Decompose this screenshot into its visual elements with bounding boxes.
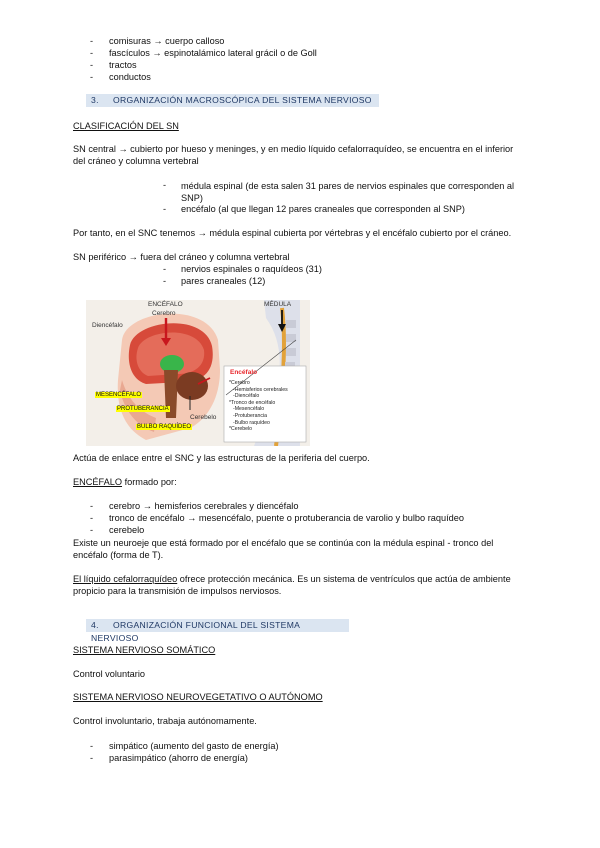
label-medula: MÉDULA [264,301,292,308]
encefalo-rest: formado por: [122,477,177,487]
autonomo-text: Control involuntario, trabaja autónomamente. [73,716,257,726]
bullet-dash: - [163,180,167,190]
section-number: 4. [91,620,99,630]
label-mesencefalo: MESENCÉFALO [96,392,142,398]
sn-central-paragraph: SN central → cubierto por hueso y meninges, y en medio líquido cefalorraquídeo, se encuentra en el inferior del cráneo y columna vertebral [73,144,514,166]
box-line: *Tronco de encéfalo [229,399,276,406]
section-number: 3. [91,95,99,105]
label-bulbo: BULBO RAQUÍDEO [137,424,192,430]
list-item: parasimpático (ahorro de energía) [109,753,248,763]
list-item: tractos [109,60,137,70]
list-item: cerebelo [109,525,145,535]
section-title: ORGANIZACIÓN MACROSCÓPICA DEL SISTEMA NERVIOSO [113,95,372,105]
bullet-dash: - [163,264,167,274]
clasificacion-heading: CLASIFICACIÓN DEL SN [73,121,179,131]
autonomo-heading: SISTEMA NERVIOSO NEUROVEGETATIVO O AUTÓNOMO [73,692,323,702]
liquido-rest: ofrece protección mecánica. Es un sistema de ventrículos que actúa de ambiente propicio para la transmisión de impulsos nerviosos. [73,574,511,596]
list-item: fascículos → espinotalámico lateral grácil o de Goll [109,48,317,58]
somatico-text: Control voluntario [73,669,146,679]
list-item: encéfalo (al que llegan 12 pares craneales que corresponden al SNP) [181,204,465,214]
bullet-dash: - [90,525,94,535]
bullet-dash: - [90,513,94,523]
box-line: *Cerebro [229,380,250,386]
list-item: médula espinal (de esta salen 31 pares de nervios espinales que corresponden al SNP) [181,181,515,203]
sn-periferico-paragraph: SN periférico → fuera del cráneo y columna vertebral [73,252,290,262]
bullet-dash: - [90,72,94,82]
cerebellum-shape [176,372,208,400]
box-line: -Diencéfalo [233,393,260,400]
box-lines [229,380,288,433]
section-title: ORGANIZACIÓN FUNCIONAL DEL SISTEMA NERVIOSO [91,620,300,643]
liquido-paragraph [73,573,528,597]
nervous-system-figure [86,300,310,446]
label-diencefalo: Diencéfalo [92,322,123,329]
list-item: simpático (aumento del gasto de energía) [109,741,279,751]
liquido-label: El líquido cefalorraquídeo [73,574,178,584]
section-3-heading [86,94,379,107]
bullet-dash: - [90,36,94,46]
list-item: comisuras → cuerpo calloso [109,36,225,46]
box-line: -Protuberancia [233,412,268,419]
somatico-heading: SISTEMA NERVIOSO SOMÁTICO [73,645,216,655]
list-item: nervios espinales o raquídeos (31) [181,264,322,274]
box-title: Encéfalo [230,369,258,376]
bullet-dash: - [90,501,94,511]
bullet-dash: - [90,48,94,58]
list-item: tronco de encéfalo → mesencéfalo, puente o protuberancia de varolio y bulbo raquídeo [109,513,464,523]
bullet-dash: - [90,741,94,751]
section-4-heading [86,619,349,643]
box-line: -Bulbo raquídeo [233,419,270,426]
label-encefalo-top: ENCÉFALO [148,301,183,308]
box-line: -Mesencéfalo [233,406,265,413]
encefalo-intro [73,477,177,487]
enlace-paragraph: Actúa de enlace entre el SNC y las estructuras de la periferia del cuerpo. [73,453,370,463]
box-line: *Cerebelo [229,426,253,433]
por-tanto-paragraph: Por tanto, en el SNC tenemos → médula espinal cubierta por vértebras y el encéfalo cubierto por el cráneo. [73,228,512,238]
encefalo-label: ENCÉFALO [73,477,123,487]
bullet-dash: - [163,204,167,214]
neuroeje-paragraph: Existe un neuroeje que está formado por el encéfalo que se continúa con la médula espinal - tronco del encéfalo (forma de T). [73,538,494,560]
box-line: -Hemisferios cerebrales [233,386,288,393]
list-item: conductos [109,72,151,82]
list-item: cerebro → hemisferios cerebrales y diencéfalo [109,501,299,511]
bullet-dash: - [163,276,167,286]
list-item: pares craneales (12) [181,276,266,286]
bullet-dash: - [90,60,94,70]
label-protuberancia: PROTUBERANCIA [117,406,169,412]
bullet-dash: - [90,753,94,763]
label-cerebelo: Cerebelo [190,414,217,421]
label-cerebro: Cerebro [152,310,176,317]
